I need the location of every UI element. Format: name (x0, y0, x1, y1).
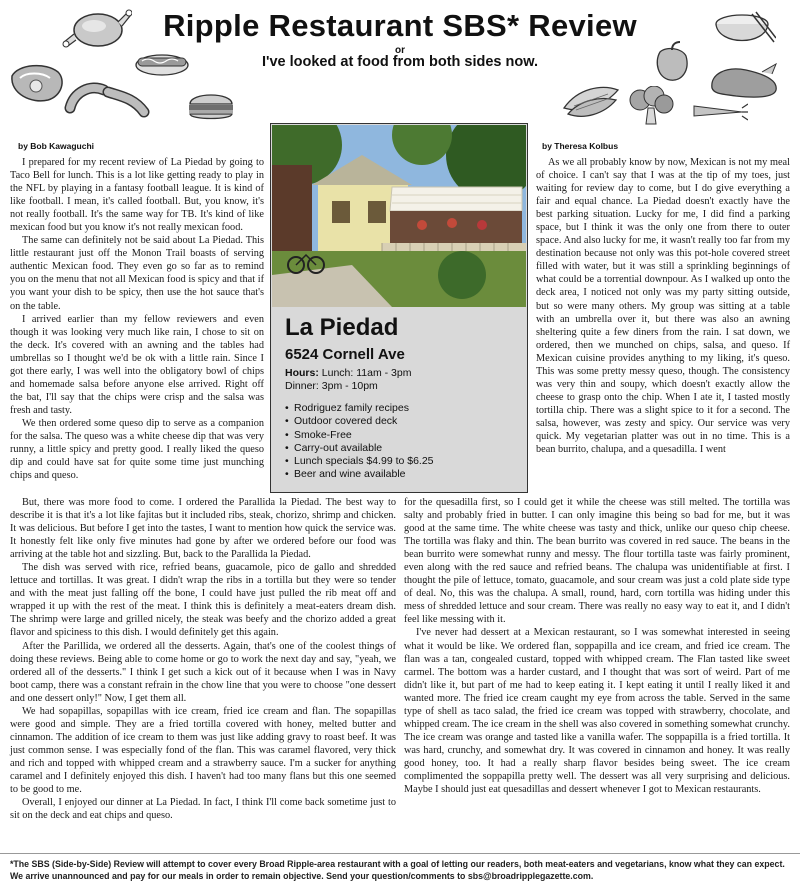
hours-lunch: Lunch: 11am - 3pm (321, 367, 412, 379)
review-paragraph: for the quesadilla first, so I could get it while the cheese was still melted. The tortilla was salty and probably fried in butter. I can only imagine this being so bad for me, but it was good at the same time. The white cheese was tasty and thick, unlike our queso chip cheese. The tortilla was flaky and thin. The bean burrito was covered in red sauce. The beans in the bean burrito were somewhat runny and messy. The flour tortilla taste was fairly prominent, even along with the red sauce and refried beans. The chalupa was unidentifiable at first. I thought the pile of lettuce, tomato, guacamole, and sour cream was just a cold plate side type of deal. No, this was the chalupa. A small, round, hard, corn tortilla was hiding under this mess of shredded lettuce and sour cream. There was really no easy way to eat it, and I didn't feel like messing with it. (404, 497, 790, 626)
review-paragraph: But, there was more food to come. I ordered the Parallida la Piedad. The best way to describe it is that it's a lot like fajitas but it included ribs, steak, chorizo, shrimp and chicken. It was delicious. But before I get into the tastes, I want to mention how quick the service was. It honestly felt like only five minutes had gone by after we ordered before our food was arriving at the table hot and sizzling. But, back to the Parallida la Piedad. (10, 497, 396, 561)
sausage-links-icon (64, 74, 150, 122)
broccoli-icon (624, 86, 678, 126)
left-byline: by Bob Kawaguchi (18, 141, 95, 151)
review-paragraph: The same can definitely not be said about La Piedad. This little restaurant just off the Monon Trail boasts of serving authentic Mexican food. They even go so far as to remind you on the menu that not all Mexican food is spicy and that if you want your dish to be spicy, then use the hot sauce that's on the table. (10, 235, 264, 312)
page-title: Ripple Restaurant SBS* Review (163, 8, 637, 43)
restaurant-info-box (270, 123, 528, 493)
feature-item: • Lunch specials $4.99 to $6.25 (285, 455, 434, 468)
feature-item: • Carry-out available (285, 442, 434, 455)
restaurant-address: 6524 Cornell Ave (285, 346, 405, 363)
restaurant-name: La Piedad (285, 314, 399, 341)
restaurant-photo (272, 125, 526, 307)
page-subtitle: I've looked at food from both sides now. (261, 54, 538, 70)
review-paragraph: I've never had dessert at a Mexican restaurant, so I was somewhat interested in seeing what it would be like. We ordered flan, soppapilla and ice cream, and fried ice cream. The flan was a tan, congealed custard, topped with whipped cream. The Flan tasted like sweet carmel. The bottom was a harder custard, and I thought that was sort of weird. Part of me didn't like it, but part of me had to keep eating it. I kept eating it until I really liked it and wanted more. The fried ice cream caught my eye from across the table. Served in the same type of shell as taco salad, the fried ice cream was topped with strawberry, chocolate, and whipped cream. The ice cream in the shell was also covered in something somewhat crunchy. The ice cream was orange and tasted like a vanilla wafer. The soppapilla is a fried tortilla. It was hard, crunchy, and somewhat dry. It was covered in cinnamon and honey. It was really good honey, too. It had a really sharp flavor besides being sweet. The ice cream complimented the soppapilla pretty well. The dessert was all very surprising and delicious. Maybe I should just eat quesadillas and dessert whenever I got to Mexican restaurants. (404, 627, 790, 796)
feature-item: • Beer and wine available (285, 468, 434, 481)
corn-icon (560, 74, 622, 122)
restaurant-hours (285, 367, 411, 393)
hours-dinner: Dinner: 3pm - 10pm (285, 380, 378, 392)
feature-item: • Outdoor covered deck (285, 415, 434, 428)
meat-eater-review-top (10, 156, 264, 482)
hamburger-icon (186, 90, 236, 122)
review-paragraph: I prepared for my recent review of La Piedad by going to Taco Bell for lunch. This is a lot like getting ready to play in the NFL by playing in a fantasy football league. It is kind of like football. I mean, it's called football. But, you know, it's not really football. It's the same way for TB. It's kind of like mexican food but you know it's not really mexican food. (10, 157, 264, 234)
review-paragraph: We had sopapillas, sopapillas with ice cream, fried ice cream and flan. The sopapillas were good and simple. They are a fried tortilla covered with honey, melted butter and cinnamon. The addition of ice cream to them was just like adding gravy to roast beef. It was just common sense. I was especially fond of the flan. This was caramel flavored, very thick and rich and topped with whipped cream and a strawberry sauce. I'm a sucker for anything caramel and I definitely enjoyed this dish. I haven't had too many flans but this one seemed to be good to me. (10, 705, 396, 796)
feature-item: • Smoke-Free (285, 429, 434, 442)
feature-item: • Rodriguez family recipes (285, 402, 434, 415)
review-paragraph: We then ordered some queso dip to serve as a companion for the salsa. The queso was a white cheese dip that was very runny, a little spicy and pretty good. I really liked the queso dip and could have sat for quite some time just munching chips and queso. (10, 417, 264, 482)
carrots-icon (690, 98, 748, 124)
hours-label: Hours: (285, 367, 319, 379)
title-or: or (395, 45, 405, 56)
review-paragraph: As we all probably know by now, Mexican is not my meal of choice. I can't say that I was at the tip of my toes, just waiting for review day to come, but I do give everything a fair and equal chance. La Piedad doesn't exactly have the best parking situation. Lucky for me, I did find a parking space, but I think it was the only one from there to outer space. And also lucky for me, it wasn't really too far from my destination because not only was this pot-hole covered street filled with water, but it was still a sprinkling beginnings of what could be a torrential downpour. As I walked up onto the deck area, I noticed not only was my party sitting outside, but so were many others. My group was sitting at a table with an umbrella over it, but there was also an awning sheltering quite a few diners from the rain. I sat down, we ordered, then we munched on chips, salsa, and queso. If Mexican cuisine provides anything to my liking, it's queso. This was some pretty messy queso, though. The consistency was very thin and soupy, which doesn't exactly allow the cheese to grasp onto the chip. When I ate it, I tasted mostly tortilla chip. There was a slight spice to it for a second. The salsa, however, was zesty and spicy. Our service was very quick. My vegetarian platter was out in no time. This is a bean burrito, chalupa, and a quesadilla. I went (536, 157, 790, 456)
footer-text: *The SBS (Side-by-Side) Review will attempt to cover every Broad Ripple-area restaurant with a goal of letting our readers, both meat-eaters and vegetarians, know what they can expect. We arrive unannounced and pay for our meals in order to remain objective. Send your question/comments to sbs@broadripplegazette.com. (10, 859, 785, 881)
vegetarian-review-top (536, 156, 790, 456)
review-paragraph: After the Parillida, we ordered all the desserts. Again, that's one of the coolest things of doing these reviews. Being able to come home or go to work the next day and say, "yeah, we ordered all of the desserts." I think I get such a kick out of it because when I was in Navy boot camp, there was a constant refrain in the chow line that you were to choose "one dessert and one dessert only!" Now, I get them all. (10, 640, 396, 704)
restaurant-features (285, 402, 434, 482)
vegetarian-review-bottom (404, 496, 790, 796)
meat-eater-review-bottom (10, 496, 396, 822)
review-paragraph: Overall, I enjoyed our dinner at La Piedad. In fact, I think I'll come back sometime just to sit on the deck and eat chips and queso. (10, 797, 396, 822)
right-byline: by Theresa Kolbus (542, 141, 619, 151)
review-paragraph: I arrived earlier than my fellow reviewers and even though it was looking very much like rain, I chose to sit on the deck. It's covered with an awning and the tables had umbrellas so I thought we'd be ok with a little rain. Since I got there early, I was well into the obligatory bowl of chips and homemade salsa before anyone else arrived. Right off the bat, I'll say that the chips were crisp and the salsa was fresh and tasty. (10, 313, 264, 416)
review-paragraph: The dish was served with rice, refried beans, guacamole, pico de gallo and shredded lettuce and tortillas. It was great. I didn't wrap the ribs in a tortilla but they were so tender and with the meat just falling off the bone, I could have just pulled the rib meat off and wrapped it up with the rest of the meat. I think this is definitely a meat-eaters dream dish. The shrimp were large and grilled nicely, the steak was beefy and the chorizo added a great flavor and spiciness to this dish. I would definitely get this again. (10, 562, 396, 639)
masthead (0, 0, 800, 122)
footer-note (0, 853, 800, 886)
